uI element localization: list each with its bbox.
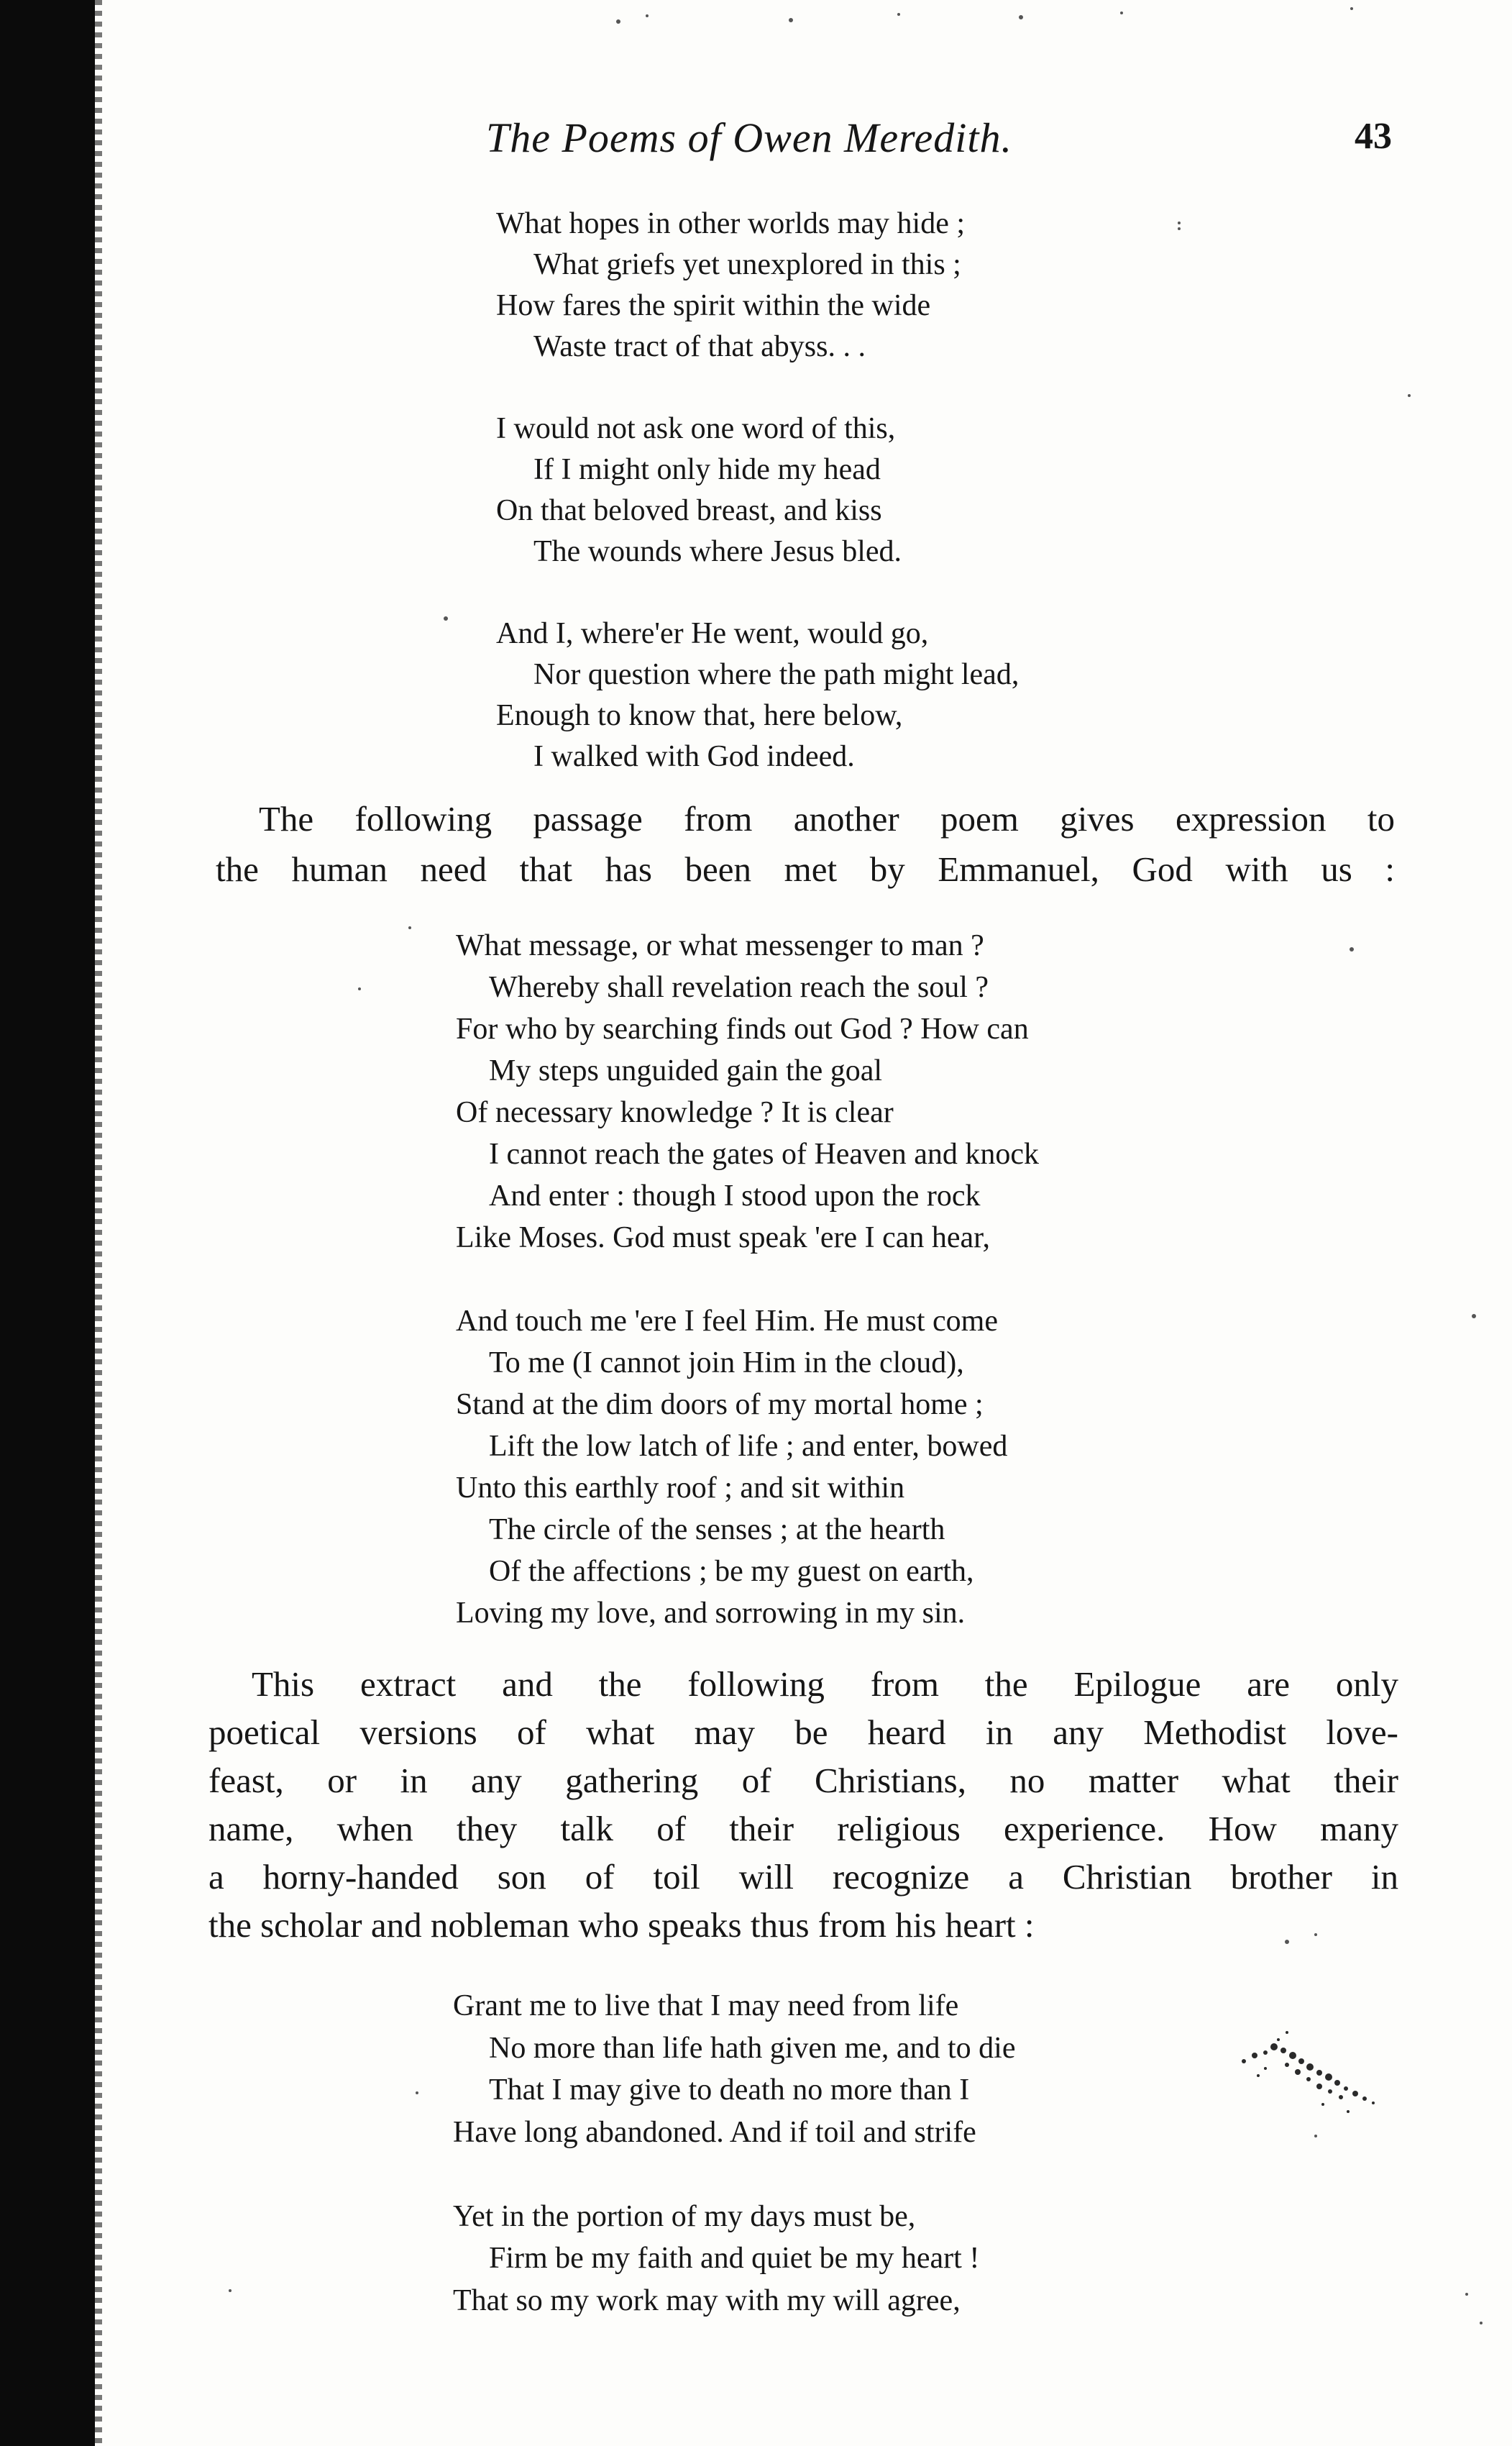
poem-2-line: Whereby shall revelation reach the soul ? bbox=[489, 971, 989, 1004]
poem-1-line: Waste tract of that abyss. . . bbox=[533, 330, 866, 363]
poem-1-line: What hopes in other worlds may hide ; bbox=[496, 207, 966, 240]
poem-excerpt-1 bbox=[496, 204, 1019, 777]
poem-2-line: Lift the low latch of life ; and enter, bowed bbox=[489, 1430, 1008, 1463]
poem-3-line: Firm be my faith and quiet be my heart ! bbox=[489, 2242, 980, 2275]
poem-3-line: Have long abandoned. And if toil and strife bbox=[453, 2115, 976, 2149]
poem-1-stanza-break bbox=[496, 368, 1019, 409]
poem-1-line: Enough to know that, here below, bbox=[496, 699, 903, 732]
poem-1-stanza-break bbox=[496, 572, 1019, 613]
poem-2-line: And enter : though I stood upon the rock bbox=[489, 1179, 981, 1213]
poem-3-line: That I may give to death no more than I bbox=[489, 2073, 970, 2107]
poem-2-line: What message, or what messenger to man ? bbox=[456, 929, 984, 962]
poem-3-line: Grant me to live that I may need from life bbox=[453, 1989, 959, 2022]
paragraph-2-line-2: poetical versions of what may be heard in any Methodist love- bbox=[209, 1712, 1398, 1752]
paragraph-1-line-2: the human need that has been met by Emmanuel, God with us : bbox=[216, 849, 1395, 889]
poem-1-line: If I might only hide my head bbox=[533, 453, 881, 486]
poem-2-line: I cannot reach the gates of Heaven and knock bbox=[489, 1138, 1039, 1171]
poem-3-line: That so my work may with my will agree, bbox=[453, 2283, 961, 2317]
poem-2-line: Loving my love, and sorrowing in my sin. bbox=[456, 1597, 966, 1630]
paragraph-1-line-1: The following passage from another poem gives expression to bbox=[259, 799, 1395, 839]
poem-1-line: Nor question where the path might lead, bbox=[533, 658, 1020, 691]
poem-excerpt-2 bbox=[456, 925, 1039, 1634]
paragraph-2-line-4: name, when they talk of their religious experience. How many bbox=[209, 1809, 1398, 1848]
poem-1-line: The wounds where Jesus bled. bbox=[533, 535, 902, 568]
poem-2-line: Unto this earthly roof ; and sit within bbox=[456, 1471, 905, 1505]
poem-2-line: And touch me 'ere I feel Him. He must come bbox=[456, 1305, 998, 1338]
poem-2-line: To me (I cannot join Him in the cloud), bbox=[489, 1346, 964, 1379]
poem-3-line: Yet in the portion of my days must be, bbox=[453, 2199, 916, 2233]
paragraph-2-line-6: the scholar and nobleman who speaks thus from his heart : bbox=[209, 1905, 1035, 1945]
poem-1-line: On that beloved breast, and kiss bbox=[496, 494, 882, 527]
poem-2-line: Of the affections ; be my guest on earth, bbox=[489, 1555, 974, 1588]
poem-1-line: I would not ask one word of this, bbox=[496, 412, 896, 445]
paragraph-2-line-3: feast, or in any gathering of Christians, no matter what their bbox=[209, 1761, 1398, 1800]
poem-2-stanza-break bbox=[456, 1259, 1039, 1300]
poem-3-line: No more than life hath given me, and to die bbox=[489, 2031, 1016, 2065]
poem-3-stanza-break bbox=[453, 2153, 1015, 2196]
paragraph-2-line-5: a horny-handed son of toil will recognize a Christian brother in bbox=[209, 1857, 1398, 1897]
poem-2-line: The circle of the senses ; at the hearth bbox=[489, 1513, 945, 1546]
poem-2-line: For who by searching finds out God ? How can bbox=[456, 1013, 1029, 1046]
poem-2-line: Stand at the dim doors of my mortal home ; bbox=[456, 1388, 984, 1421]
poem-1-line: I walked with God indeed. bbox=[533, 740, 855, 773]
poem-excerpt-3 bbox=[453, 1985, 1015, 2322]
poem-1-line: And I, where'er He went, would go, bbox=[496, 617, 929, 650]
page-number: 43 bbox=[1355, 116, 1392, 157]
poem-2-line: Like Moses. God must speak 'ere I can hear, bbox=[456, 1221, 990, 1254]
book-binding-edge bbox=[0, 0, 95, 2446]
paragraph-2-line-1: This extract and the following from the Epilogue are only bbox=[252, 1664, 1398, 1704]
poem-2-line: Of necessary knowledge ? It is clear bbox=[456, 1096, 894, 1129]
running-header-title: The Poems of Owen Meredith. bbox=[486, 114, 1013, 161]
ink-smudge-icon bbox=[1215, 2011, 1402, 2140]
poem-1-line: How fares the spirit within the wide bbox=[496, 289, 931, 322]
poem-1-line: What griefs yet unexplored in this ; bbox=[533, 248, 961, 281]
poem-2-line: My steps unguided gain the goal bbox=[489, 1054, 883, 1087]
